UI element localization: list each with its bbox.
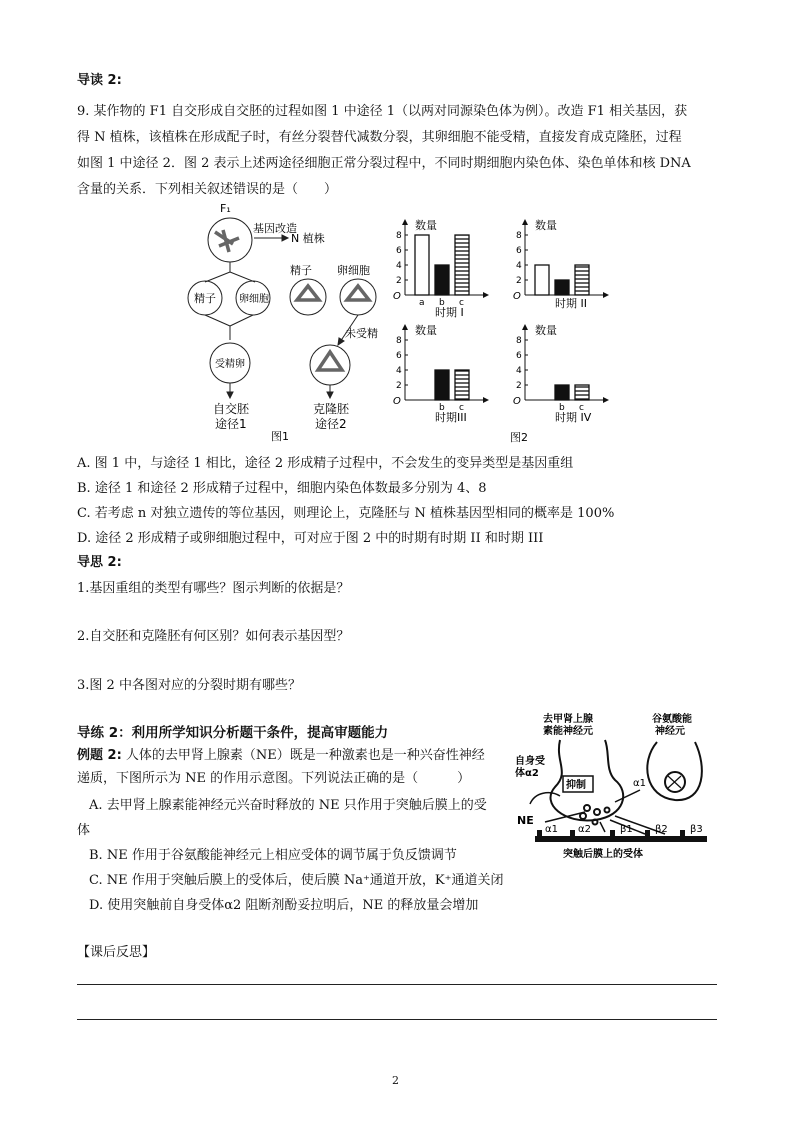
clone-embryo-label: 克隆胚: [313, 402, 350, 416]
y-tick-label: 2: [396, 381, 402, 391]
ex-option-b: B. NE 作用于谷氨酸能神经元上相应受体的调节属于负反馈调节: [89, 848, 457, 863]
sperm-label: 精子: [194, 292, 216, 305]
think-q3: 3.图 2 中各图对应的分裂时期有哪些？: [77, 678, 301, 693]
y-tick-label: 8: [396, 231, 402, 241]
y-axis-arrow: [522, 324, 528, 330]
origin-label: O: [513, 291, 521, 302]
alpha1-post-label: α1: [545, 824, 558, 835]
x-tick-label: b: [439, 403, 445, 413]
bar-c: [575, 265, 589, 295]
origin-label: O: [393, 396, 401, 407]
y-tick-label: 6: [516, 351, 522, 361]
chart-title: 时期 I: [435, 306, 464, 319]
y-tick-label: 4: [396, 366, 402, 376]
sperm2-label: 精子: [290, 264, 312, 277]
beta3-label: β3: [690, 824, 703, 835]
chart-title: 时期 II: [555, 297, 587, 310]
origin-label: O: [513, 396, 521, 407]
alpha2-post-label: α2: [578, 824, 591, 835]
bar-chart-3: [393, 323, 489, 424]
bar-c: [575, 385, 589, 400]
option-c: C. 若考虑 n 对独立遗传的等位基因，则理论上，克隆胚与 N 植株基因型相同的概率是 100%: [77, 506, 615, 521]
example-2-line1: [77, 747, 485, 765]
option-d: D. 途径 2 形成精子或卵细胞过程中，可对应于图 2 中的时期有时期 II 和时期 III: [77, 531, 544, 546]
egg-label: 卵细胞: [239, 294, 269, 305]
chart-title: 时期 IV: [555, 411, 592, 424]
figure2-caption: 图2: [510, 431, 528, 444]
bar-a: [535, 265, 549, 295]
y-tick-label: 6: [516, 246, 522, 256]
question-line: 得 N 植株，该植株在形成配子时，有丝分裂替代减数分裂，其卵细胞不能受精，直接发育成克隆胚，过程: [77, 130, 682, 145]
x-tick-label: c: [579, 403, 584, 413]
ne-neuron-label-2: 素能神经元: [543, 726, 593, 737]
ne-synapse-diagram: [515, 712, 715, 862]
page-number: 2: [392, 1074, 399, 1087]
y-tick-label: 6: [396, 246, 402, 256]
glu-neuron-label-2: 神经元: [655, 726, 685, 737]
y-tick-label: 8: [516, 336, 522, 346]
gene-mod-label: 基因改造: [253, 222, 297, 235]
origin-label: O: [393, 291, 401, 302]
figure-1-diagram: [175, 200, 390, 445]
auto-receptor-label-1: 自身受: [515, 756, 545, 767]
x-axis-arrow: [603, 397, 609, 403]
bar-chart-2: [513, 218, 609, 310]
section-heading-2: 导思 2:: [77, 555, 122, 570]
think-q1: 1.基因重组的类型有哪些？图示判断的依据是？: [77, 581, 350, 596]
beta1-label: β1: [620, 824, 633, 835]
y-tick-label: 2: [516, 381, 522, 391]
question-9: [77, 99, 691, 203]
figure-2-spacer: [560, 205, 590, 215]
path1-label: 途径1: [215, 417, 247, 431]
inhibit-label: 抑制: [566, 780, 586, 791]
bar-b: [555, 280, 569, 295]
y-tick-label: 8: [396, 336, 402, 346]
bar-b: [435, 265, 449, 295]
answer-line-2: [77, 1019, 717, 1020]
y-tick-label: 4: [516, 366, 522, 376]
y-axis-title: 数量: [535, 219, 557, 232]
bar-b: [435, 370, 449, 400]
x-tick-label: c: [459, 298, 464, 308]
ex-option-d: D. 使用突触前自身受体α2 阻断剂酚妥拉明后，NE 的释放量会增加: [89, 898, 479, 913]
chart-title: 时期III: [435, 411, 467, 424]
think-q2: 2.自交胚和克隆胚有何区别？如何表示基因型？: [77, 629, 350, 644]
option-b: B. 途径 1 和途径 2 形成精子过程中，细胞内染色体数最多分别为 4、8: [77, 481, 487, 496]
selfing-embryo-label: 自交胚: [213, 402, 250, 416]
example-label: 例题 2:: [77, 748, 122, 763]
postsyn-label: 突触后膜上的受体: [563, 849, 643, 860]
path2-label: 途径2: [315, 417, 347, 431]
ex-option-a-1: A. 去甲肾上腺素能神经元兴奋时释放的 NE 只作用于突触后膜上的受: [89, 798, 487, 813]
section-heading-1: 导读 2:: [77, 73, 122, 88]
unfertilized-label: 未受精: [345, 327, 378, 340]
beta2-label: β2: [655, 824, 668, 835]
bar-chart-4: [513, 323, 609, 424]
x-axis-arrow: [603, 292, 609, 298]
figure1-caption: 图1: [271, 430, 289, 443]
option-a: A. 图 1 中，与途径 1 相比，途径 2 形成精子过程中，不会发生的变异类型是基因重组: [77, 456, 574, 471]
y-tick-label: 4: [396, 261, 402, 271]
question-line: 如图 1 中途径 2．图 2 表示上述两途径细胞正常分裂过程中，不同时期细胞内染色体、染色单体和核 DNA: [77, 156, 691, 171]
glu-neuron-label-1: 谷氨酸能: [652, 714, 692, 725]
y-axis-arrow: [402, 219, 408, 225]
bar-a: [415, 235, 429, 295]
bar-b: [555, 385, 569, 400]
bar-c: [455, 235, 469, 295]
y-tick-label: 2: [516, 276, 522, 286]
n-plant-label: N 植株: [291, 232, 325, 245]
y-axis-title: 数量: [535, 324, 557, 337]
bar-c: [455, 370, 469, 400]
auto-receptor-label-2: 体α2: [515, 768, 539, 779]
example-2-line2: 递质，下图所示为 NE 的作用示意图。下列说法正确的是（ ）: [77, 771, 471, 786]
x-axis-arrow: [483, 292, 489, 298]
section-heading-3: 导练 2：利用所学知识分析题干条件，提高审题能力: [77, 725, 389, 741]
question-line: 含量的关系．下列相关叙述错误的是（ ）: [77, 182, 338, 197]
y-tick-label: 4: [516, 261, 522, 271]
x-tick-label: c: [459, 403, 464, 413]
ex-option-c: C. NE 作用于突触后膜上的受体后，使后膜 Na⁺通道开放，K⁺通道关闭: [89, 873, 504, 888]
figure-2-charts: [390, 205, 630, 445]
x-axis-arrow: [483, 397, 489, 403]
y-axis-arrow: [402, 324, 408, 330]
y-axis-title: 数量: [415, 324, 437, 337]
answer-line-1: [77, 984, 717, 985]
y-axis-arrow: [522, 219, 528, 225]
alpha1-label: α1: [633, 778, 646, 789]
f1-label: F₁: [220, 202, 231, 215]
zygote-label: 受精卵: [215, 359, 245, 370]
example-text: 人体的去甲肾上腺素（NE）既是一种激素也是一种兴奋性神经: [121, 748, 485, 763]
y-tick-label: 6: [396, 351, 402, 361]
y-tick-label: 8: [516, 231, 522, 241]
x-tick-label: b: [559, 403, 565, 413]
egg2-label: 卵细胞: [337, 264, 370, 277]
x-tick-label: b: [439, 298, 445, 308]
y-axis-title: 数量: [415, 219, 437, 232]
ne-neuron-label-1: 去甲肾上腺: [543, 714, 593, 725]
ex-option-a-2: 体: [77, 823, 91, 838]
x-tick-label: a: [419, 298, 425, 308]
y-tick-label: 2: [396, 276, 402, 286]
question-line: 9. 某作物的 F1 自交形成自交胚的过程如图 1 中途径 1（以两对同源染色体为例）。改造 F1 相关基因，获: [77, 104, 688, 119]
bar-chart-1: [393, 218, 489, 319]
reflection-heading: 【课后反思】: [77, 945, 156, 960]
ne-label: NE: [517, 814, 534, 827]
